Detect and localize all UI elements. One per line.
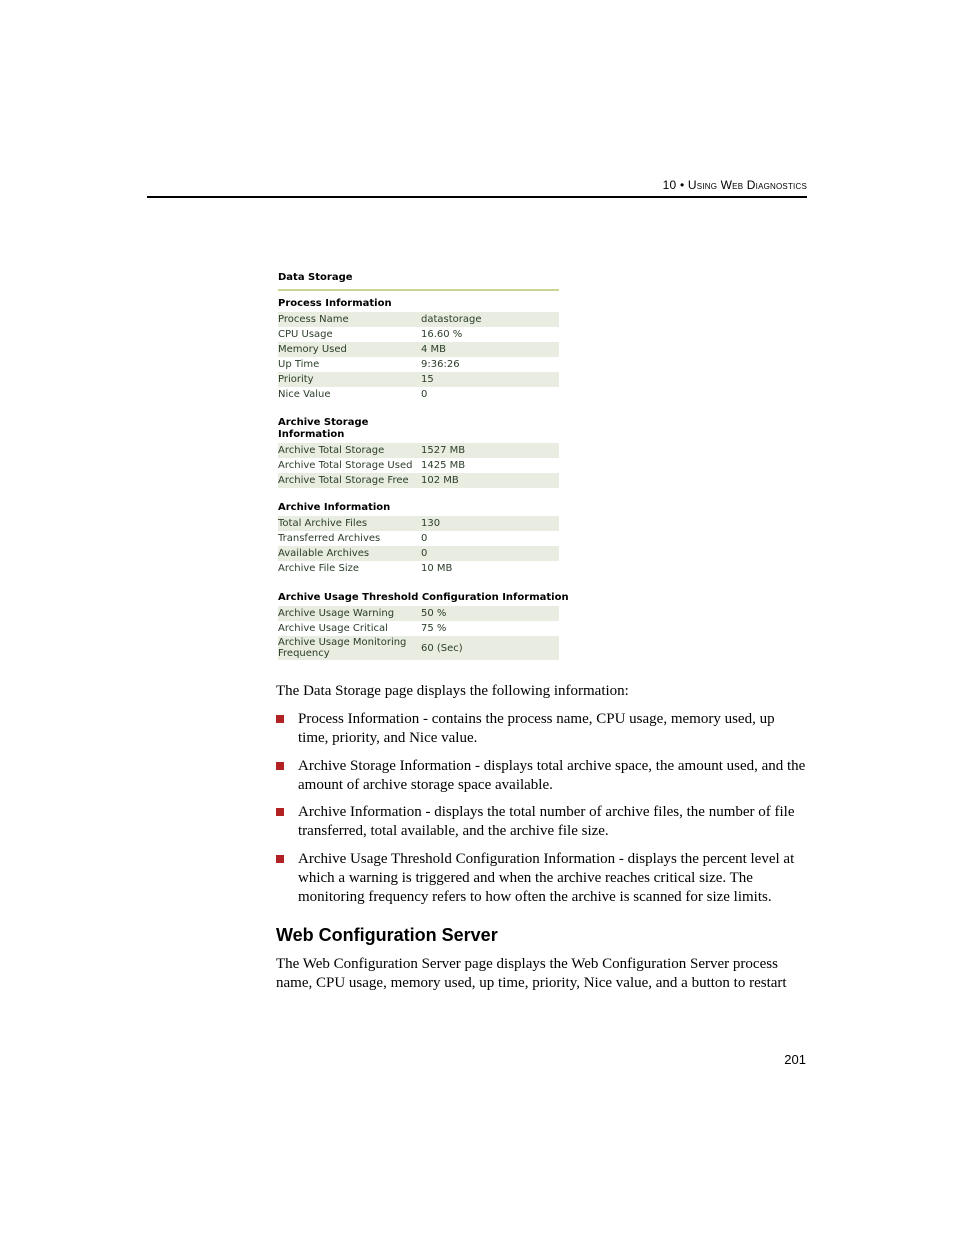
intro-paragraph: The Data Storage page displays the following information:: [276, 683, 629, 699]
process-information-section: [278, 298, 559, 402]
table-row: [278, 357, 559, 372]
table-row: [278, 327, 559, 342]
row-value: 16.60 %: [421, 329, 463, 340]
section-heading: Web Configuration Server: [276, 925, 498, 945]
row-label: Total Archive Files: [278, 518, 368, 529]
row-label: Archive File Size: [278, 563, 360, 574]
row-label: Archive Total Storage Free: [278, 475, 409, 486]
table-row: [278, 606, 559, 621]
row-label: Archive Usage Warning: [278, 608, 395, 619]
row-value: 50 %: [421, 608, 447, 619]
row-label: Archive Usage Monitoring Frequency: [278, 637, 407, 659]
row-label: Archive Total Storage Used: [278, 460, 413, 471]
table-row: [278, 443, 559, 458]
square-bullet-icon: [276, 808, 284, 816]
screenshot-title: Data Storage: [278, 272, 353, 283]
row-value: 4 MB: [421, 344, 447, 355]
table-row: [278, 636, 559, 660]
row-value: 60 (Sec): [421, 642, 463, 654]
list-item-text: Process Information - contains the process name, CPU usage, memory used, up time, priority, and Nice value.: [298, 711, 775, 746]
row-value: 102 MB: [421, 475, 459, 486]
row-label: CPU Usage: [278, 329, 333, 340]
square-bullet-icon: [276, 762, 284, 770]
table-row: [278, 561, 559, 576]
table-row: [278, 387, 559, 402]
table-row: [278, 473, 559, 488]
section-heading: Process Information: [278, 298, 392, 309]
row-label: Available Archives: [278, 548, 370, 559]
row-value: 9:36:26: [421, 359, 460, 370]
row-label: Transferred Archives: [278, 533, 381, 544]
row-value: datastorage: [421, 314, 482, 325]
data-storage-screenshot: [272, 264, 568, 670]
row-value: 1527 MB: [421, 445, 466, 456]
row-label: Memory Used: [278, 344, 347, 355]
archive-information-section: [278, 502, 559, 576]
table-row: [278, 458, 559, 473]
square-bullet-icon: [276, 855, 284, 863]
list-item-text: Archive Usage Threshold Configuration Information - displays the percent level at which a warning is triggered and when the archive reaches critical size. The monitoring frequency refers to how often the archive is scanned for size limits.: [298, 851, 795, 905]
table-row: [278, 621, 559, 636]
row-value: 130: [421, 518, 441, 529]
section-heading: Archive Storage Information: [278, 417, 369, 440]
table-row: [278, 342, 559, 357]
table-row: [278, 516, 559, 531]
row-value: 0: [421, 533, 428, 544]
page-number: 201: [784, 1052, 806, 1067]
running-header-text: 10 • Using Web Diagnostics: [662, 178, 807, 192]
row-value: 75 %: [421, 623, 447, 634]
row-label: Priority: [278, 374, 314, 385]
archive-storage-information-section: [278, 417, 559, 488]
table-row: [278, 531, 559, 546]
row-value: 10 MB: [421, 563, 453, 574]
row-value: 15: [421, 374, 434, 385]
section-heading: Archive Information: [278, 502, 391, 513]
running-header: [147, 178, 807, 198]
list-item-text: Archive Storage Information - displays total archive space, the amount used, and the amount of archive storage space available.: [298, 758, 806, 793]
row-label: Archive Total Storage: [278, 445, 385, 456]
row-label: Nice Value: [278, 389, 331, 400]
row-value: 0: [421, 548, 428, 559]
table-row: [278, 546, 559, 561]
section-heading: Archive Usage Threshold Configuration Information: [278, 592, 569, 603]
title-divider: [278, 289, 559, 291]
row-value: 1425 MB: [421, 460, 466, 471]
table-row: [278, 312, 559, 327]
square-bullet-icon: [276, 715, 284, 723]
row-value: 0: [421, 389, 428, 400]
row-label: Archive Usage Critical: [278, 623, 388, 634]
list-item-text: Archive Information - displays the total number of archive files, the number of file transferred, total available, and the archive file size.: [298, 804, 795, 839]
section-paragraph: The Web Configuration Server page displays the Web Configuration Server process name, CPU usage, memory used, up time, priority, Nice value, and a button to restart: [276, 956, 787, 991]
row-label: Process Name: [278, 314, 349, 325]
row-label: Up Time: [278, 359, 320, 370]
table-row: [278, 372, 559, 387]
archive-usage-threshold-section: [278, 592, 569, 660]
